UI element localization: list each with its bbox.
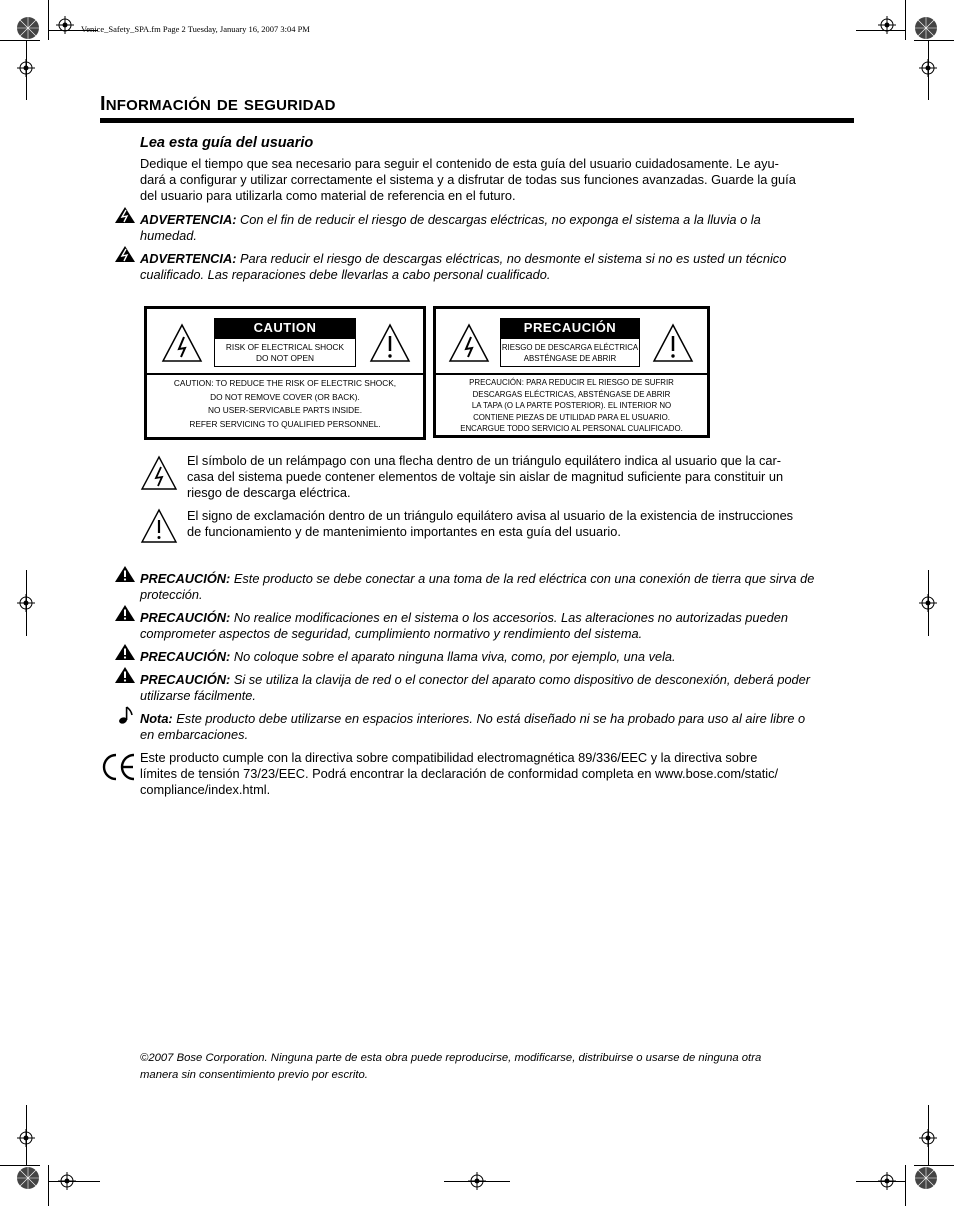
paragraph-line: Dedique el tiempo que sea necesario para seguir el contenido de esta guía del usuario cuidadosamente. Le ayu- [140,156,779,171]
caution-text: comprometer aspectos de seguridad, cumplimiento normativo y rendimiento del sistema. [140,626,643,641]
label-banner: CAUTION [214,318,356,338]
note-label: Nota: [140,711,173,726]
title-rest: SEGURIDAD [243,97,336,114]
lightning-warning-icon [115,246,135,262]
caution-text: utilizarse fácilmente. [140,688,256,703]
exclamation-warning-icon [115,667,135,683]
caution-label: PRECAUCIÓN: [140,672,231,687]
registration-star-icon [914,1166,938,1190]
ce-compliance-text [140,750,856,798]
exclamation-warning-icon [115,566,135,582]
warning-label: ADVERTENCIA: [140,251,237,266]
exclamation-triangle-icon [140,508,178,544]
paragraph-line: compliance/index.html. [140,782,271,797]
label-subtext: RIESGO DE DESCARGA ELÉCTRICA ABSTÉNGASE DE ABRIR [500,338,640,367]
paragraph-line: El signo de exclamación dentro de un triángulo equilátero avisa al usuario de la existencia de instrucciones [187,508,794,523]
symbol-explanation [187,453,855,501]
label-subtext: RISK OF ELECTRICAL SHOCK DO NOT OPEN [214,338,356,367]
copyright-footer [140,1050,830,1084]
title-rest: NFORMACIÓN [105,97,212,114]
symbol-explanation [187,508,855,540]
warning-item [140,212,855,244]
registration-star-icon [914,16,938,40]
exclamation-triangle-icon [652,323,694,363]
title-rest: DE [216,97,239,114]
label-body: PRECAUCIÓN: PARA REDUCIR EL RIESGO DE SUFRIR DESCARGAS ELÉCTRICAS, ABSTÉNGASE DE ABRIR LA TAPA (O LA PARTE POSTERIOR). EL INTERIOR NO CONTIENE PIEZAS DE UTILIDAD PARA EL USUARIO. ENCARGUE TODO SERVICIO AL PERSONAL CUALIFICADO. [460,378,683,433]
exclamation-warning-icon [115,605,135,621]
file-info-header: Venice_Safety_SPA.fm Page 2 Tuesday, January 16, 2007 3:04 PM [81,24,310,34]
caution-text: No coloque sobre el aparato ninguna llama viva, como, por ejemplo, una vela. [230,649,676,664]
lightning-warning-icon [115,207,135,223]
label-body: CAUTION: TO REDUCE THE RISK OF ELECTRIC SHOCK, DO NOT REMOVE COVER (OR BACK). NO USER-SERVICABLE PARTS INSIDE. REFER SERVICING TO QUALIFIED PERSONNEL. [173,378,397,429]
paragraph-line: riesgo de descarga eléctrica. [187,485,351,500]
lightning-triangle-icon [140,455,178,491]
title-initial: I [100,93,106,115]
caution-item [140,610,856,642]
warning-item [140,251,855,283]
caution-label: PRECAUCIÓN: [140,610,231,625]
warning-text: humedad. [140,228,197,243]
paragraph-line: Este producto cumple con la directiva sobre compatibilidad electromagnética 89/336/EEC y la directiva sobre [140,750,758,765]
ce-mark-icon [100,752,136,782]
registration-star-icon [16,1166,40,1190]
paragraph-line: del usuario para utilizarla como material de referencia en el futuro. [140,188,516,203]
warning-text: Para reducir el riesgo de descargas eléctricas, no desmonte el sistema si no es usted un técnico [236,251,787,266]
footer-line: manera sin consentimiento previo por escrito. [140,1069,368,1081]
caution-label-english [144,306,426,440]
paragraph-line: casa del sistema puede contener elementos de voltaje sin aislar de magnitud suficiente para constituir un [187,469,784,484]
note-text: en embarcaciones. [140,727,249,742]
caution-label: PRECAUCIÓN: [140,571,231,586]
guide-paragraph [140,156,855,204]
caution-item [140,672,856,704]
registration-star-icon [16,16,40,40]
caution-text: Este producto se debe conectar a una toma de la red eléctrica con una conexión de tierra que sirva de [230,571,815,586]
exclamation-warning-icon [115,644,135,660]
caution-label: PRECAUCIÓN: [140,649,231,664]
paragraph-line: límites de tensión 73/23/EEC. Podrá encontrar la declaración de conformidad completa en www.bose.com/static/ [140,766,779,781]
footer-line: ©2007 Bose Corporation. Ninguna parte de esta obra puede reproducirse, modificarse, distribuirse o usarse de ninguna otra [140,1052,762,1064]
caution-text: Si se utiliza la clavija de red o el conector del aparato como dispositivo de desconexión, deberá poder [230,672,811,687]
section-heading: Lea esta guía del usuario [140,135,314,151]
caution-text: No realice modificaciones en el sistema o los accesorios. Las alteraciones no autorizadas pueden [230,610,788,625]
page-title [100,93,336,116]
paragraph-line: dará a configurar y utilizar correctamente el sistema y a disfrutar de todas sus funciones avanzadas. Guarde la guía [140,172,796,187]
crosshair-icon [878,16,896,34]
crosshair-icon [56,16,74,34]
paragraph-line: El símbolo de un relámpago con una flecha dentro de un triángulo equilátero indica al usuario que la car- [187,453,782,468]
label-banner: PRECAUCIÓN [500,318,640,338]
music-note-icon [118,706,134,724]
caution-text: protección. [140,587,203,602]
paragraph-line: de funcionamiento y de mantenimiento importantes en esta guía del usuario. [187,524,621,539]
warning-text: cualificado. Las reparaciones debe llevarlas a cabo personal cualificado. [140,267,551,282]
caution-label-spanish [433,306,710,438]
note-item [140,711,856,743]
warning-text: Con el fin de reducir el riesgo de descargas eléctricas, no exponga el sistema a la lluvia o la [236,212,761,227]
caution-item [140,571,856,603]
exclamation-triangle-icon [369,323,411,363]
note-text: Este producto debe utilizarse en espacios interiores. No está diseñado ni se ha probado para uso al aire libre o [172,711,806,726]
caution-item [140,649,856,665]
warning-label: ADVERTENCIA: [140,212,237,227]
lightning-triangle-icon [448,323,490,363]
lightning-triangle-icon [161,323,203,363]
title-rule [100,118,854,123]
